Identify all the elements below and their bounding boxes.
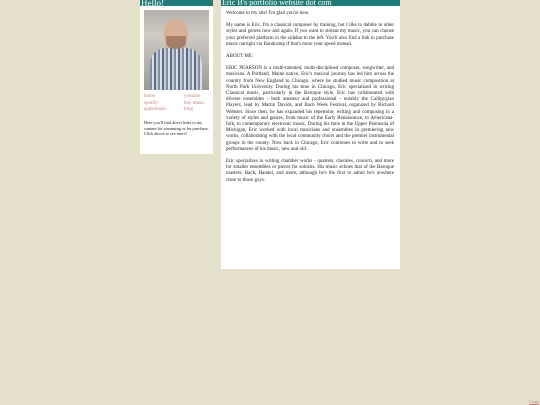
nav-link-blog[interactable]: blog [184, 107, 193, 112]
profile-photo [144, 10, 209, 90]
main-panel [221, 0, 400, 269]
photo-beard [166, 36, 186, 49]
sidebar [140, 0, 213, 154]
greeting-text: Welcome to my site! I'm glad you're here. [226, 11, 310, 16]
sidebar-title: Hello! [140, 0, 213, 6]
page-title: Eric B's portfolio website dot com [221, 0, 400, 6]
main-content [226, 11, 394, 190]
intro-paragraph: My name is Eric. I'm a classical composer by training, but I like to dabble in other styles and genres now and again. If you want to stream my music, you can choose your preferred platform in the sidebar to the left. You'll also find a link to purchase music outright via Bandcamp if that's more your speed instead. [226, 23, 394, 47]
about-heading: ABOUT ME: [226, 54, 254, 60]
specialty-paragraph: Eric specializes in writing chamber works - quartets, chorales, concerti, and more for smaller ensembles or pieces for soloists. His music echoes that of the Baroque masters: Bach, Handel, and more, although he's the first to admit he's nowhere close to those guys. [226, 159, 394, 183]
bio-paragraph: ERIC PEARSON is a multi-talented, multi-disciplined composer, songwriter, and musician. A Portland, Maine native, Eric's musical journey has led him across the country from New England to Chicago, where he studied music composition at North Park University. During his time in Chicago, Eric specialized in writing Classical music, particularly in the Baroque style. Eric has collaborated with diverse ensembles - both amateur and professional - notably the Callipygian Players, lead by Martin Davids, and Bach Week Festival, organized by Richard Webster. Since then, he has expanded his repertoire, writing and composing in a variety of styles and genres, from music of the Early Renaissance, to Americana-folk, to contemporary electronic music. During his time in the Upper Peninsula of Michigan, Eric worked with local musicians and ensembles in premiering new works, collaborating with the local community choirs and the premier instrumental groups in the county. Now back in Chicago, Eric continues to write and to seek performances of his music, new and old. [226, 66, 394, 152]
sidebar-nav [144, 94, 212, 114]
nav-link-youtube[interactable]: youtube [184, 94, 201, 99]
footer-credit-link[interactable]: Cargo [529, 399, 539, 404]
nav-link-applemusic[interactable]: applemusic [144, 107, 167, 112]
photo-shirt [150, 48, 202, 90]
nav-link-home[interactable]: home [144, 94, 156, 99]
sidebar-note: Here you'll find direct links to my content for streaming or for purchase. Click above to see more! [144, 120, 209, 136]
nav-link-spotify[interactable]: spotify [144, 100, 158, 106]
nav-link-buy-music[interactable]: buy music [184, 100, 205, 106]
